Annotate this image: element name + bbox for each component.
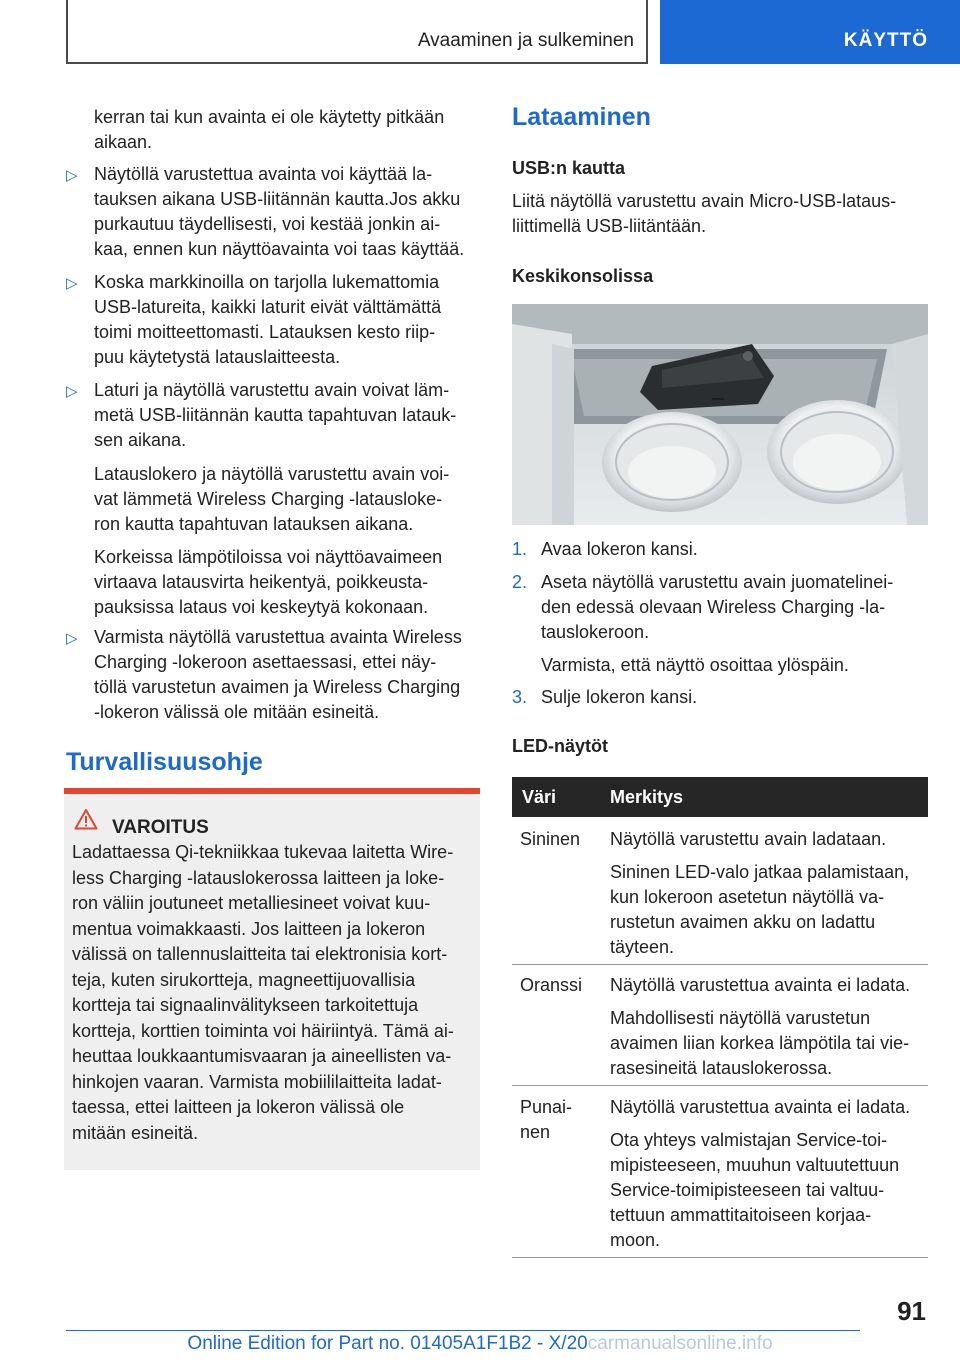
text-line: töllä varustetun avaimen ja Wireless Charging	[94, 677, 461, 697]
bullet-icon: ▷	[66, 275, 78, 292]
text-line: puu käytetystä latauslaitteesta.	[94, 347, 341, 367]
text-line: Charging -lokeroon asettaessasi, ettei näy-	[94, 652, 437, 672]
text-line: teja, kuten sirukortteja, magneettijuovallisia	[72, 969, 416, 990]
warning-text	[72, 840, 476, 1146]
step-note: Varmista, että näyttö osoittaa ylöspäin.	[541, 655, 849, 675]
header-chapter-title: KÄYTTÖ	[843, 30, 928, 51]
page-number: 91	[897, 1296, 926, 1326]
text-line: toimi moitteettomasti. Latauksen kesto riip-	[94, 322, 436, 342]
column-header-meaning: Merkitys	[610, 787, 684, 807]
text-line: Sininen	[520, 829, 581, 849]
text-line: kun lokeroon asetetun näytöllä va-	[610, 887, 885, 907]
text-line: Ladattaessa Qi-tekniikkaa tukevaa laitetta Wire-	[72, 842, 454, 862]
footer-rule	[66, 1330, 860, 1331]
text-line: Näytöllä varustettua avainta ei ladata.	[610, 1097, 911, 1117]
text-line: mentua voimakkaasti. Jos laitteen ja lokeron	[72, 918, 426, 939]
text-line: virtaava latausvirta heikentyä, poikkeusta-	[94, 572, 429, 592]
text-line: vat lämmetä Wireless Charging -latausloke-	[94, 489, 443, 509]
text-line: USB-latureita, kaikki laturit eivät välttämättä	[94, 297, 442, 317]
table-row-divider	[512, 1085, 928, 1086]
bullet-paragraph	[94, 545, 442, 620]
text-line: Laturi ja näytöllä varustettu avain voivat läm-	[94, 380, 450, 400]
text-line: avaimen liian korkea lämpötila tai vie-	[610, 1033, 910, 1053]
text-line: Sulje lokeron kansi.	[541, 687, 698, 707]
text-line: aikaan.	[94, 132, 153, 152]
text-line: den edessä olevaan Wireless Charging -la-	[541, 597, 886, 617]
subheading-usb: USB:n kautta	[512, 158, 626, 178]
text-line: ron kautta tapahtuvan latauksen aikana.	[94, 514, 414, 534]
text-line: Korkeissa lämpötiloissa voi näyttöavaimeen	[94, 547, 443, 567]
text-line: metä USB-liitännän kautta tapahtuvan latauk-	[94, 405, 457, 425]
text-line: tettuun ammattitaitoiseen korjaa-	[610, 1205, 872, 1225]
text-line: mipisteeseen, muuhun valtuutettuun	[610, 1155, 900, 1175]
text-line: heuttaa loukkaantumisvaaran ja aineellisten va-	[72, 1046, 452, 1066]
center-console-photo	[512, 304, 928, 525]
subheading-led: LED-näytöt	[512, 736, 608, 756]
text-line: kortteja, korttien toiminta voi häiriintyä. Tämä ai-	[72, 1020, 454, 1041]
text-line: tauksen aikana USB-liitännän kautta.Jos akku	[94, 189, 461, 209]
text-line: kerran tai kun avainta ei ole käytetty pitkään	[94, 107, 445, 127]
table-cell-color	[520, 1095, 572, 1145]
step-text	[541, 685, 697, 710]
text-line: kortteja tai signaalinvälitykseen tarkoitettuja	[72, 995, 419, 1015]
bullet-item	[94, 378, 456, 453]
text-line: kaa, ennen kun näyttöavainta voi taas käyttää.	[94, 239, 465, 259]
text-line: Aseta näytöllä varustettu avain juomatelinei-	[541, 572, 894, 592]
text-line: hinkojen vaaran. Varmista mobiililaitteita ladat-	[72, 1071, 442, 1092]
warning-title: VAROITUS	[112, 817, 209, 838]
warning-bar	[64, 788, 480, 794]
bullet-icon: ▷	[66, 630, 78, 647]
text-line: Varmista näytöllä varustettua avainta Wireless	[94, 627, 462, 647]
text-line: -lokeron välissä ole mitään esineitä.	[94, 702, 380, 722]
table-cell-meaning	[610, 973, 926, 1081]
step-text	[541, 570, 893, 645]
table-cell-meaning	[610, 827, 926, 960]
step-number: 2.	[512, 572, 528, 592]
text-line: Service-toimipisteeseen tai valtuu-	[610, 1180, 885, 1200]
text-line: täyteen.	[610, 937, 675, 957]
usb-paragraph	[512, 189, 896, 239]
text-line: rustetun avaimen akku on ladattu	[610, 912, 876, 932]
text-line: ron väliin joutuneet metalliesineet voivat kuu-	[72, 893, 431, 913]
warning-triangle-icon	[74, 808, 98, 830]
text-line: Liitä näytöllä varustettu avain Micro-USB-lataus-	[512, 191, 897, 211]
text-line: purkautuu täydellisesti, voi kestää jonkin ai-	[94, 214, 441, 234]
step-text	[541, 537, 698, 562]
bullet-paragraph	[94, 462, 449, 537]
bullet-item	[94, 162, 464, 262]
text-line: liittimellä USB-liitäntään.	[512, 216, 707, 236]
table-cell-color	[520, 973, 582, 998]
header-chapter-tab	[660, 0, 960, 64]
text-line: mitään esineitä.	[72, 1122, 199, 1143]
footer-watermark: carmanualsonline.info	[587, 1333, 773, 1354]
subheading-console: Keskikonsolissa	[512, 266, 654, 286]
footer-text	[0, 1333, 960, 1355]
text-line: välissä on tallennuslaitteita tai elektronisia kort-	[72, 944, 448, 964]
table-header	[512, 777, 928, 817]
text-line: tauslokeroon.	[541, 622, 650, 642]
text-line: Latauslokero ja näytöllä varustettu avain voi-	[94, 464, 450, 484]
text-line: Koska markkinoilla on tarjolla lukemattomia	[94, 272, 440, 292]
text-line: Näytöllä varustettua avainta ei ladata.	[610, 975, 911, 995]
text-line: moon.	[610, 1230, 661, 1250]
text-line: less Charging -latauslokerossa laitteen ja loke-	[72, 867, 445, 888]
section-heading-safety: Turvallisuusohje	[66, 748, 263, 776]
text-line: nen	[520, 1122, 551, 1142]
step-number: 1.	[512, 539, 528, 559]
warning-box	[64, 788, 480, 1170]
text-line: Näytöllä varustettua avainta voi käyttää la-	[94, 164, 433, 184]
step-number: 3.	[512, 687, 528, 707]
bullet-icon: ▷	[66, 383, 78, 400]
text-line: Avaa lokeron kansi.	[541, 539, 698, 559]
bullet-item	[94, 270, 441, 370]
text-line: sen aikana.	[94, 430, 187, 450]
text-line: Ota yhteys valmistajan Service-toi-	[610, 1130, 888, 1150]
table-row-divider	[512, 964, 928, 965]
text-line: Oranssi	[520, 975, 583, 995]
table-cell-color	[520, 827, 580, 852]
table-row-divider	[512, 1257, 928, 1258]
table-cell-meaning	[610, 1095, 926, 1253]
text-line: pauksissa lataus voi keskeytyä kokonaan.	[94, 597, 429, 617]
text-line: Punai-	[520, 1097, 573, 1117]
bullet-item	[94, 625, 462, 725]
text-line: Sininen LED-valo jatkaa palamistaan,	[610, 862, 910, 882]
column-header-color: Väri	[522, 787, 557, 807]
bullet-icon: ▷	[66, 167, 78, 184]
text-line: Näytöllä varustettu avain ladataan.	[610, 829, 887, 849]
text-line: rasesineitä latauslokerossa.	[610, 1058, 833, 1078]
footer-edition: Online Edition for Part no. 01405A1F1B2 - X/20	[187, 1333, 588, 1354]
continued-text	[94, 105, 444, 155]
text-line: Mahdollisesti näytöllä varustetun	[610, 1008, 871, 1028]
header-section-title: Avaaminen ja sulkeminen	[417, 30, 634, 51]
header-section-box	[66, 0, 648, 64]
text-line: taessa, ettei laitteen ja lokeron välissä ole	[72, 1097, 405, 1117]
section-heading-charging: Lataaminen	[512, 103, 651, 131]
